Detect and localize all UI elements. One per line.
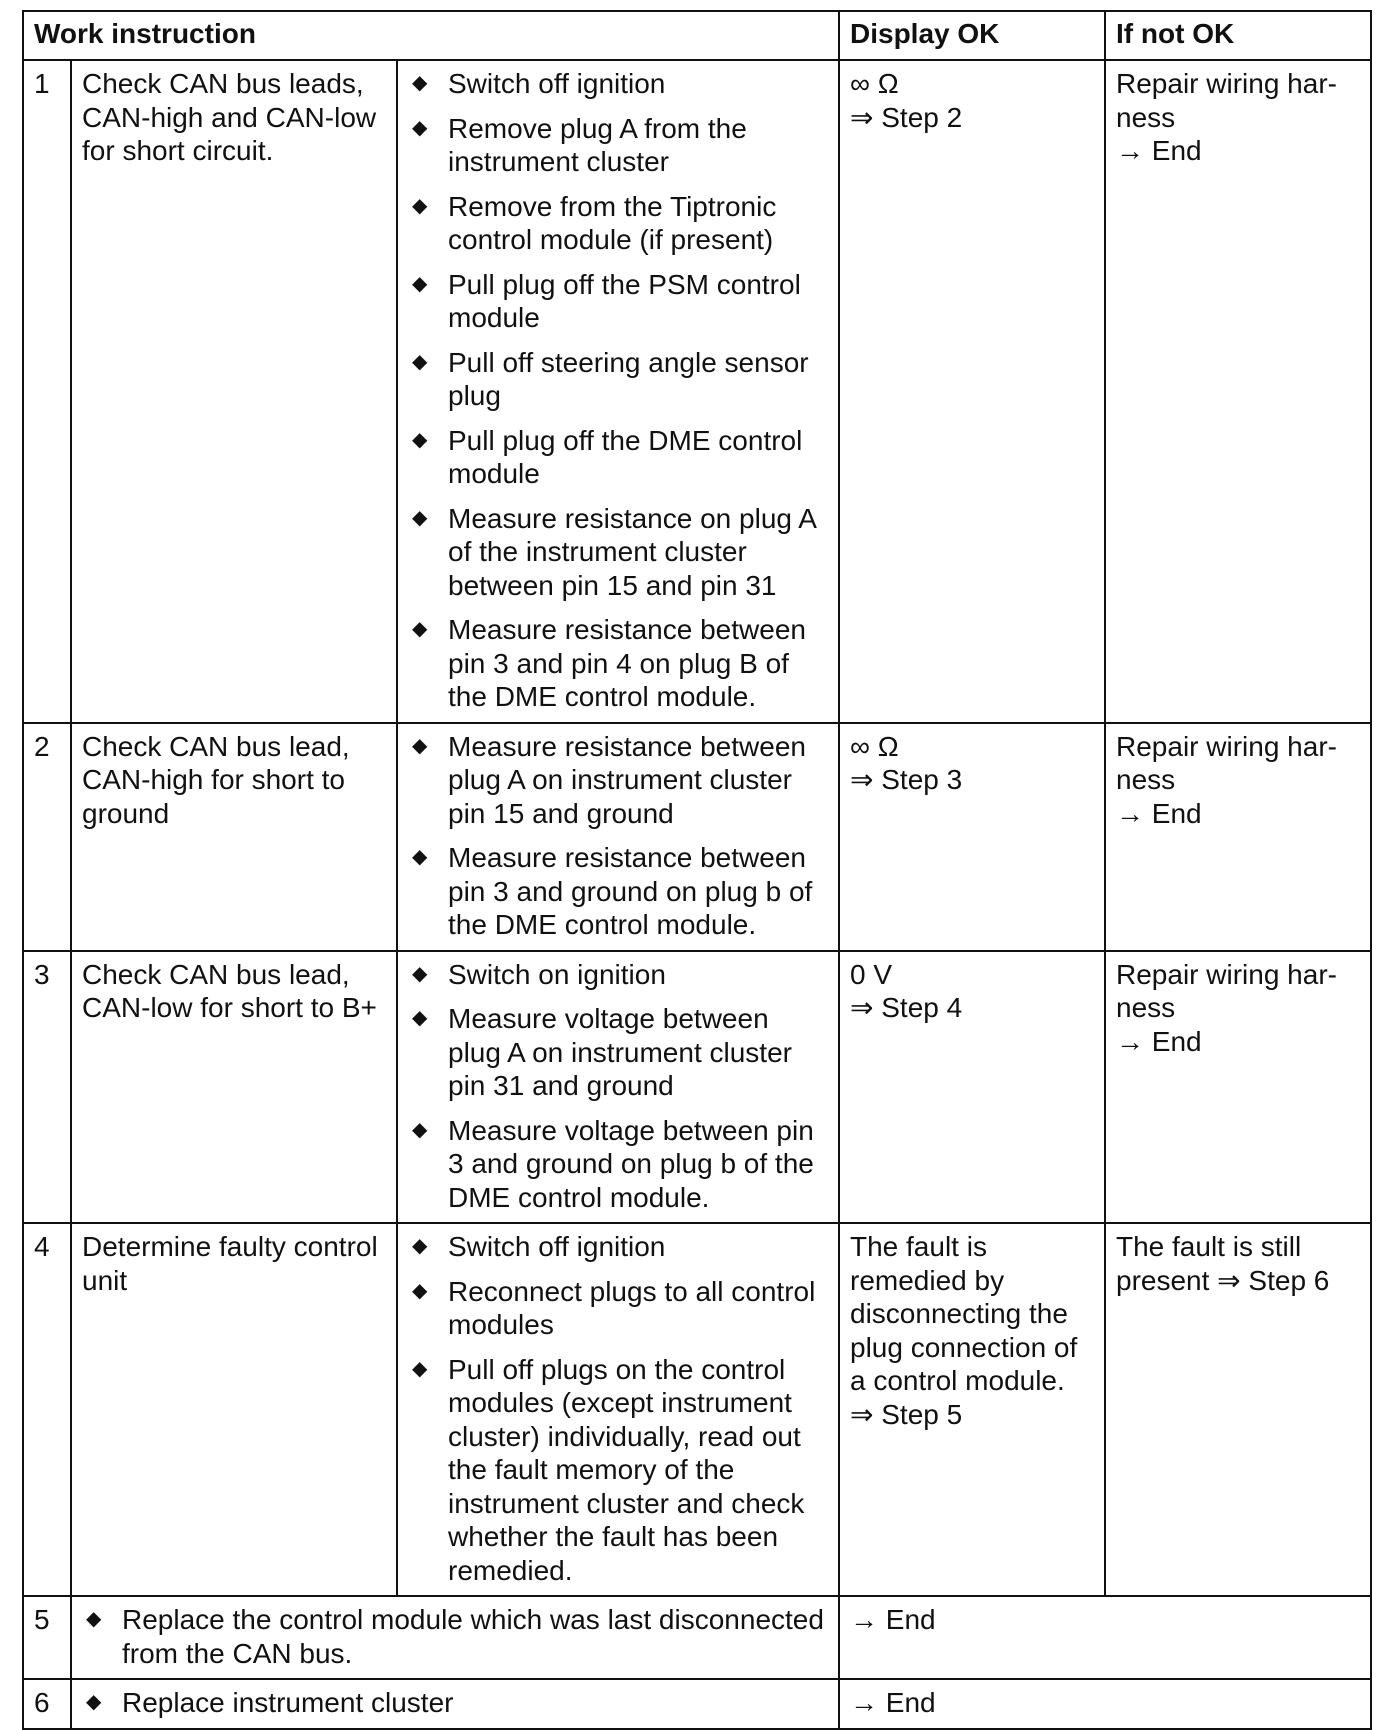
list-item bbox=[408, 841, 828, 942]
step-text: Measure voltage between pin 3 and ground on plug b of the DME control module. bbox=[448, 1114, 814, 1213]
step-text: Replace instrument cluster bbox=[122, 1687, 454, 1718]
ok-value: The fault is remedied by disconnecting the plug connection of a control module. bbox=[850, 1231, 1078, 1396]
ok-value: 0 V bbox=[850, 958, 893, 990]
step-text: Remove plug A from the instrument cluster bbox=[448, 112, 747, 177]
not-ok-line: ness bbox=[1116, 764, 1176, 795]
diamond-bullet-icon: ◆ bbox=[412, 428, 428, 451]
list-item bbox=[408, 958, 828, 992]
step-text: Replace the control module which was last disconnected from the CAN bus. bbox=[122, 1604, 824, 1669]
not-ok-line: → End bbox=[1116, 797, 1202, 829]
diamond-bullet-icon: ◆ bbox=[412, 350, 428, 373]
not-ok-line: Repair wiring har- bbox=[1116, 68, 1337, 99]
step-number: 2 bbox=[23, 723, 71, 951]
not-ok-line: Repair wiring har- bbox=[1116, 958, 1337, 990]
not-ok-line: Repair wiring har- bbox=[1116, 730, 1337, 762]
step-text: Remove from the Tiptronic control module (if present) bbox=[448, 190, 777, 255]
not-ok-line: The fault is still present ⇒ Step 6 bbox=[1116, 1231, 1330, 1296]
list-item bbox=[408, 190, 828, 257]
list-item bbox=[408, 730, 828, 831]
work-instruction-table bbox=[22, 10, 1372, 1730]
step-number: 1 bbox=[23, 60, 71, 723]
procedure-steps bbox=[397, 723, 839, 951]
ok-next-step: ⇒ Step 2 bbox=[850, 101, 963, 133]
diamond-bullet-icon: ◆ bbox=[412, 846, 428, 868]
diamond-bullet-icon: ◆ bbox=[412, 72, 428, 94]
list-item bbox=[408, 613, 828, 714]
list-item bbox=[408, 346, 828, 413]
step-text: Measure resistance between plug A on instrument cluster pin 15 and ground bbox=[448, 730, 806, 829]
table-row bbox=[23, 1223, 1371, 1596]
header-row bbox=[23, 11, 1371, 60]
list-item bbox=[408, 502, 828, 603]
diamond-bullet-icon: ◆ bbox=[86, 1691, 102, 1713]
diamond-bullet-icon: ◆ bbox=[412, 618, 428, 640]
diamond-bullet-icon: ◆ bbox=[412, 1235, 428, 1257]
ok-value: ∞ Ω bbox=[850, 730, 899, 762]
procedure-steps bbox=[71, 1679, 839, 1729]
check-description: Determine faulty control unit bbox=[71, 1223, 397, 1596]
step-text: Pull plug off the PSM control module bbox=[448, 268, 801, 333]
check-description: Check CAN bus leads, CAN-high and CAN-low for short circuit. bbox=[71, 60, 397, 723]
diamond-bullet-icon: ◆ bbox=[412, 116, 428, 139]
not-ok-line: → End bbox=[1116, 1025, 1202, 1057]
table-row bbox=[23, 723, 1371, 951]
step-text: Switch on ignition bbox=[448, 958, 666, 990]
header-work-instruction: Work instruction bbox=[23, 11, 839, 60]
check-description: Check CAN bus lead, CAN-low for short to B+ bbox=[71, 951, 397, 1224]
table-row bbox=[23, 1596, 1371, 1679]
step-text: Reconnect plugs to all control modules bbox=[448, 1275, 816, 1340]
not-ok-line: ness bbox=[1116, 101, 1176, 133]
diamond-bullet-icon: ◆ bbox=[412, 506, 428, 529]
diamond-bullet-icon: ◆ bbox=[412, 734, 428, 757]
not-ok-line: ness bbox=[1116, 992, 1176, 1023]
result-cell: → End bbox=[839, 1679, 1371, 1729]
step-text: Pull off steering angle sensor plug bbox=[448, 346, 809, 411]
step-text: Switch off ignition bbox=[448, 1231, 666, 1262]
step-number: 3 bbox=[23, 951, 71, 1224]
step-number: 5 bbox=[23, 1596, 71, 1679]
display-ok-cell bbox=[839, 723, 1105, 951]
ok-next-step: ⇒ Step 3 bbox=[850, 764, 963, 795]
diamond-bullet-icon: ◆ bbox=[412, 1279, 428, 1302]
procedure-steps bbox=[397, 1223, 839, 1596]
if-not-ok-cell bbox=[1105, 1223, 1371, 1596]
list-item bbox=[82, 1603, 828, 1670]
step-text: Measure resistance on plug A of the instrument cluster between pin 15 and pin 31 bbox=[448, 502, 816, 601]
step-text: Measure voltage between plug A on instrument cluster pin 31 and ground bbox=[448, 1003, 792, 1101]
list-item bbox=[408, 1353, 828, 1588]
list-item bbox=[408, 424, 828, 491]
ok-value: ∞ Ω bbox=[850, 68, 899, 99]
display-ok-cell bbox=[839, 1223, 1105, 1596]
list-item bbox=[408, 1114, 828, 1215]
ok-next-step: ⇒ Step 4 bbox=[850, 992, 963, 1023]
if-not-ok-cell bbox=[1105, 60, 1371, 723]
if-not-ok-cell bbox=[1105, 951, 1371, 1224]
header-display-ok: Display OK bbox=[839, 11, 1105, 60]
step-text: Pull off plugs on the control modules (except instrument cluster) individually, read out the fault memory of the instrument cluster and check whether the fault has been remedied. bbox=[448, 1353, 805, 1586]
diamond-bullet-icon: ◆ bbox=[86, 1608, 102, 1630]
ok-next-step: ⇒ Step 5 bbox=[850, 1398, 963, 1430]
diamond-bullet-icon: ◆ bbox=[412, 272, 428, 295]
diamond-bullet-icon: ◆ bbox=[412, 1007, 428, 1029]
step-text: Measure resistance between pin 3 and pin 4 on plug B of the DME control module. bbox=[448, 614, 806, 712]
display-ok-cell bbox=[839, 60, 1105, 723]
display-ok-cell bbox=[839, 951, 1105, 1224]
step-text: Pull plug off the DME control module bbox=[448, 424, 803, 489]
procedure-steps bbox=[71, 1596, 839, 1679]
list-item bbox=[408, 1275, 828, 1342]
check-description: Check CAN bus lead, CAN-high for short to ground bbox=[71, 723, 397, 951]
list-item bbox=[408, 1230, 828, 1264]
not-ok-line: → End bbox=[1116, 135, 1202, 166]
step-number: 4 bbox=[23, 1223, 71, 1596]
list-item bbox=[82, 1686, 828, 1720]
table-row bbox=[23, 60, 1371, 723]
diamond-bullet-icon: ◆ bbox=[412, 1357, 428, 1380]
list-item bbox=[408, 268, 828, 335]
table-row bbox=[23, 1679, 1371, 1729]
procedure-steps bbox=[397, 951, 839, 1224]
procedure-steps bbox=[397, 60, 839, 723]
if-not-ok-cell bbox=[1105, 723, 1371, 951]
list-item bbox=[408, 67, 828, 101]
list-item bbox=[408, 1002, 828, 1103]
step-number: 6 bbox=[23, 1679, 71, 1729]
header-if-not-ok: If not OK bbox=[1105, 11, 1371, 60]
step-text: Measure resistance between pin 3 and ground on plug b of the DME control module. bbox=[448, 842, 813, 940]
diamond-bullet-icon: ◆ bbox=[412, 1118, 428, 1141]
list-item bbox=[408, 112, 828, 179]
table-row bbox=[23, 951, 1371, 1224]
result-cell: → End bbox=[839, 1596, 1371, 1679]
diamond-bullet-icon: ◆ bbox=[412, 194, 428, 217]
diamond-bullet-icon: ◆ bbox=[412, 962, 428, 985]
step-text: Switch off ignition bbox=[448, 68, 666, 99]
